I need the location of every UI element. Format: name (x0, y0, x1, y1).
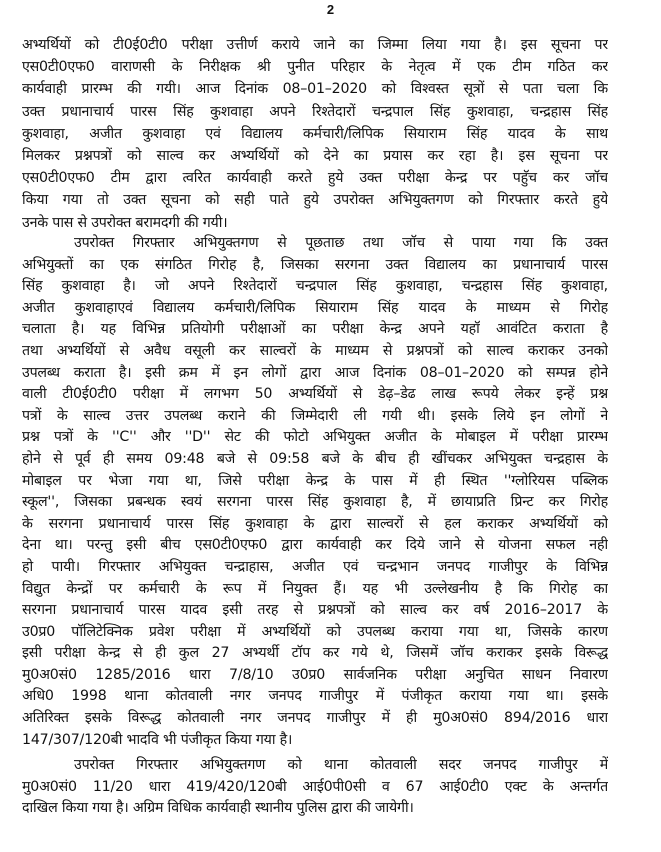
text-line: कार्यवाही प्रारम्भ की गयी। आज दिनांक 08–01–2020 को विश्वस्त सूत्रों से पता चला कि (22, 81, 608, 98)
text-line: अभियुक्तों का एक संगठित गिरोह है, जिसका सरगना उक्त विद्यालय का प्रधानाचार्य पारस (22, 256, 608, 273)
text-line: उपलब्ध कराता है। इसी क्रम में इन लोगों द्वारा आज दिनांक 08–01–2020 को सम्पन्न होने (22, 364, 608, 381)
text-line: विद्युत केन्द्रों पर कर्मचारी के रूप में नियुक्त हैं। यह भी उल्लेखनीय है कि गिरोह का (22, 580, 608, 597)
text-line: मिलकर प्रश्नपत्रों को साल्व कर अभ्यर्थियों को देने का प्रयास कर रहा है। इस सूचना पर (22, 147, 608, 164)
text-line: उक्त प्रधानाचार्य पारस सिंह कुशवाहा अपने रिश्तेदारों चन्द्रपाल सिंह कुशवाहा, चन्द्रहास सिंह (22, 103, 608, 120)
text-line: चलाता है। यह विभिन्न प्रतियोगी परीक्षाओं का परीक्षा केन्द्र अपने यहॉ आवंटित कराता है (22, 321, 608, 338)
text-line: एस0टी0एफ0 वाराणसी के निरीक्षक श्री पुनीत परिहार के नेतृत्व में एक टीम गठित कर (22, 59, 608, 76)
text-line: उनके पास से उपरोक्त बरामदगी की गयी। (22, 214, 228, 231)
text-line: 147/307/120बी भादवि भी पंजीकृत किया गया है। (22, 731, 293, 748)
text-line: दाखिल किया गया है। अग्रिम विधिक कार्यवाही स्थानीय पुलिस द्वारा की जायेगी। (22, 800, 414, 817)
text-line: वाली टी0ई0टी0 परीक्षा में लगभग 50 अभ्यर्थियों से डेढ़–डेढ लाख रूपये लेकर इन्हें प्रश्न (22, 386, 608, 403)
paragraph-1 (22, 34, 608, 234)
text-line: मु0अ0सं0 11/20 धारा 419/420/120बी आई0पी0सी व 67 आई0टी0 एक्ट के अन्तर्गत (22, 778, 608, 795)
text-line: सरगना प्रधानाचार्य पारस यादव इसी तरह से प्रश्नपत्रों को साल्व कर वर्ष 2016–2017 के (22, 602, 608, 619)
text-line: के सरगना प्रधानाचार्य पारस सिंह कुशवाहा के द्वारा साल्वरों से हल कराकर अभ्यर्थियों को (22, 515, 608, 532)
paragraph-2 (22, 233, 608, 751)
text-line: पत्रों के साल्व उत्तर उपलब्ध कराने की जिम्मेदारी ली गयी थी। इसके लिये इन लोगों ने (22, 407, 608, 424)
text-line: एस0टी0एफ0 टीम द्वारा त्वरित कार्यवाही करते हुये उक्त परीक्षा केन्द्र पर पहुॅच कर जॉच (22, 170, 608, 187)
text-line: अभ्यर्थियों को टी0ई0टी0 परीक्षा उत्तीर्ण कराये जाने का जिम्मा लिया गया है। इस सूचना पर (22, 37, 608, 53)
text-line: उपरोक्त गिरफ्तार अभियुक्तगण से पूछताछ तथा जॉच से पाया गया कि उक्त (74, 235, 608, 251)
paragraph-3 (22, 755, 608, 820)
text-line: देना था। परन्तु इसी बीच एस0टी0एफ0 द्वारा कार्यवाही कर दिये जाने से योजना सफल नही (22, 537, 608, 554)
text-line: अतिरिक्त इसके विरूद्ध कोतवाली नगर जनपद गाजीपुर में ही मु0अ0सं0 894/2016 धारा (22, 710, 608, 727)
text-line: सिंह कुशवाहा है। जो अपने रिश्तेदारों चन्द्रपाल सिंह कुशवाहा, चन्द्रहास सिंह कुशवाहा, (22, 278, 608, 295)
text-line: इसी परीक्षा केन्द्र से ही कुल 27 अभ्यर्थी टॉप कर गये थे, जिसमें जॉच कराकर इसके विरूद्ध (22, 645, 608, 662)
text-line: मोबाइल पर भेजा गया था, जिसे परीक्षा केन्द्र के पास में ही स्थित ''ग्लोरियस पब्लिक (22, 472, 608, 489)
text-line: अजीत कुशवाहाएवं विद्यालय कर्मचारी/लिपिक सियाराम सिंह यादव के माध्यम से गिरोह (22, 299, 608, 316)
text-line: उपरोक्त गिरफ्तार अभियुक्तगण को थाना कोतवाली सदर जनपद गाजीपुर में (74, 757, 608, 773)
text-line: तथा अभ्यर्थियों से अवैध वसूली कर साल्वरों के माध्यम से प्रश्नपत्रों को साल्व कराकर उनको (22, 342, 608, 359)
text-line: हो पायी। गिरफ्तार अभियुक्त चन्द्राहास, अजीत एवं चन्द्रभान जनपद गाजीपुर के विभिन्न (22, 558, 608, 575)
text-line: स्कूल'', जिसका प्रबन्धक स्वयं सरगना पारस सिंह कुशवाहा है, में छायाप्रति प्रिन्ट कर गिरोह (22, 494, 608, 511)
text-line: प्रश्न पत्रों के ''C'' और ''D'' सेट की फोटो अभियुक्त अजीत के मोबाइल में परीक्षा प्रारम्भ (22, 429, 608, 446)
text-line: उ0प्र0 पॉलिटेक्निक प्रवेश परीक्षा में अभ्यर्थियों को उपलब्ध कराया गया था, जिसके कारण (22, 623, 608, 640)
text-line: मु0अ0सं0 1285/2016 धारा 7/8/10 उ0प्र0 सार्वजनिक परीक्षा अनुचित साधन निवारण (22, 666, 608, 683)
text-line: कुशवाहा, अजीत कुशवाहा एवं विद्यालय कर्मचारी/लिपिक सियाराम सिंह यादव के साथ (22, 125, 608, 142)
page-number: 2 (326, 2, 335, 17)
text-line: अधि0 1998 थाना कोतवाली नगर जनपद गाजीपुर में पंजीकृत कराया गया था। इसके (22, 688, 608, 705)
text-line: होने से पूर्व ही समय 09:48 बजे से 09:58 बजे के बीच ही खींचकर अभियुक्त चन्द्रहास के (22, 450, 608, 467)
text-line: किया गया तो उक्त सूचना को सही पाते हुये उपरोक्त अभियुक्तगण को गिरफ्तार करते हुये (22, 192, 608, 209)
